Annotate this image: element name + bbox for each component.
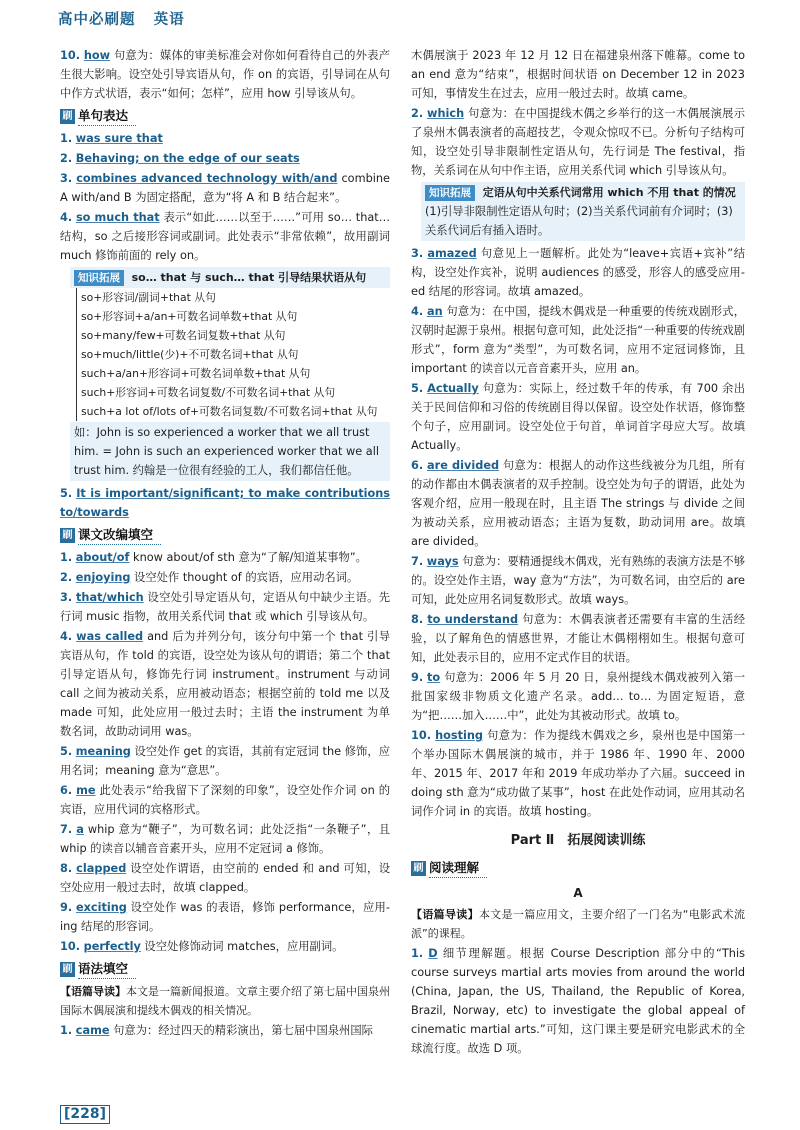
item-number: 3. [60, 172, 73, 185]
guide-text: 本文是一篇新闻报道。文章主要介绍了第七届中国泉州国际木偶展演和提线木偶戏的相关情况。 [60, 985, 390, 1017]
brush-icon: 刷 [60, 962, 75, 977]
explanation: 句意为：作为提线木偶戏之乡，泉州也是中国第一个举办国际木偶展演的城市，并于 1986 年、1990 年、2000 年、2015 年、2017 年和 2019 年成功举办了六届。succeed in doing sth 意为“成功做了某事”，host 在此处作动词，应用其动名词作介词 in 的宾语。故填 hosting。 [411, 729, 746, 818]
guide-label: 【语篇导读】 [411, 908, 479, 921]
explanation: 设空处作谓语，由空前的 ended 和 and 可知，设空处应用一般过去时，故填 clapped。 [60, 862, 390, 894]
answer-key: so much that [75, 211, 160, 224]
answer-item [60, 484, 390, 522]
item-number: 7. [411, 555, 424, 568]
explanation: 设空处修饰动词 matches，应用副词。 [140, 940, 344, 953]
item-number: 2. [60, 152, 73, 165]
item-number: 2. [60, 571, 73, 584]
pattern-line: such+形容词+可数名词复数/不可数名词+that 从句 [81, 386, 336, 399]
answer-item [411, 302, 745, 378]
answer-item [60, 1021, 390, 1040]
explanation: 句意为：经过四天的精彩演出，第七届中国泉州国际 [109, 1024, 373, 1037]
item-number: 5. [60, 745, 73, 758]
brush-icon: 刷 [411, 861, 426, 876]
section-title: 课文改编填空 [78, 525, 161, 545]
answer-key: to [427, 671, 441, 684]
explanation: 句意见上一题解析。此处为“leave+宾语+宾补”结构，设空处作宾补，说明 audiences 的感受，形容人的感受应用-ed 结尾的形容词。故填 amazed。 [411, 247, 745, 298]
tip-box [421, 182, 745, 241]
tip-heading: so… that 与 such… that 引导结果状语从句 [131, 271, 367, 284]
pattern-line: such+a lot of/lots of+可数名词复数/不可数名词+that 从句 [81, 405, 378, 418]
answer-item [60, 208, 390, 265]
tip-body: (1)引导非限制性定语从句时；(2)当关系代词前有介词时；(3)关系代词后有插入语时。 [425, 205, 733, 237]
answer-item [60, 742, 390, 780]
answer-item [411, 379, 745, 455]
answer-key: are divided [427, 459, 500, 472]
answer-key: to understand [427, 613, 519, 626]
tip-box [70, 267, 390, 288]
explanation: 句意为：木偶表演者还需要有丰富的生活经验，以了解角色的情感世界，才能让木偶栩栩如生。根据句意可知，此处表示目的，应用不定式作目的状语。 [411, 613, 746, 664]
item-number: 1. [60, 132, 73, 145]
answer-key: clapped [76, 862, 127, 875]
item-number: 3. [411, 247, 424, 260]
answer-key: amazed [427, 247, 477, 260]
item-number: 9. [60, 901, 73, 914]
passage-letter: A [573, 886, 583, 900]
answer-key: was called [76, 630, 144, 643]
answer-key: exciting [75, 901, 127, 914]
item-number: 6. [60, 784, 73, 797]
answer-item [411, 726, 745, 821]
item-number: 5. [60, 487, 73, 500]
book-title: 高中必刷题 [58, 12, 136, 28]
answer-item [411, 610, 745, 667]
answer-key: how [83, 49, 111, 62]
explanation: 设空处引导定语从句，定语从句中缺少主语。先行词 music 指物，故用关系代词 that 或 which 引导该从句。 [60, 591, 391, 623]
section-header-single-sentence [60, 106, 390, 126]
answer-item [60, 149, 390, 168]
answer-key: perfectly [83, 940, 141, 953]
answer-key: which [427, 107, 465, 120]
pattern-line: so+much/little(少)+不可数名词+that 从句 [81, 348, 299, 361]
answer-item [411, 244, 745, 301]
explanation: 设空处作 thought of 的宾语，应用动名词。 [130, 571, 359, 584]
tip-heading: 定语从句中关系代词常用 which 不用 that 的情况 [482, 186, 736, 199]
section-title: 语法填空 [78, 959, 136, 979]
answer-item [60, 781, 390, 819]
tip-tag: 知识拓展 [425, 185, 475, 201]
answer-item [60, 46, 390, 103]
knowledge-tip [70, 267, 390, 481]
answer-key: hosting [435, 729, 483, 742]
answer-item [60, 627, 390, 741]
item-number: 2. [411, 107, 424, 120]
guide-label: 【语篇导读】 [60, 985, 126, 998]
explanation: 句意为：2006 年 5 月 20 日，泉州提线木偶戏被列入第一批国家级非物质文化遗产名录。add… to… 为固定短语，意为“把……加入……中”，此处为其被动形式。故填 to。 [411, 671, 745, 722]
item-number: 3. [60, 591, 73, 604]
passage-guide [60, 982, 390, 1020]
section-title: 阅读理解 [429, 858, 487, 878]
explanation: 表示“如此……以至于……”可用 so… that…结构，so 之后接形容词或副词。此处表示“非常依赖”，故用副词 much 修饰前面的 rely on。 [60, 211, 391, 262]
item-number: 8. [60, 862, 73, 875]
knowledge-tip [421, 182, 745, 241]
explanation: 句意为：根据人的动作这些线被分为几组，所有的动作都由木偶表演者的双手控制。设空处为句子的谓语，此处为客观介绍，应用一般现在时，且主语 The strings 与 divide 之间为被动关系，应用被动语态；主语为复数，助动词用 are。故填 are divided。 [411, 459, 745, 548]
section-header-text-adaptation [60, 525, 390, 545]
answer-item [60, 859, 390, 897]
tip-tag: 知识拓展 [74, 270, 124, 286]
item-number: 10. [411, 729, 432, 742]
answer-key: D [428, 947, 438, 960]
item-number: 7. [60, 823, 73, 836]
item-number: 5. [411, 382, 424, 395]
subject-title: 英语 [153, 12, 185, 28]
brush-icon: 刷 [60, 109, 75, 124]
explanation: 句意为：要精通提线木偶戏，光有熟练的表演方法是不够的。设空处作主语，way 意为“方法”，为可数名词，由空后的 are 可知，此处应用名词复数形式。故填 ways。 [411, 555, 745, 606]
item-number: 1. [60, 1024, 73, 1037]
answer-key: came [75, 1024, 110, 1037]
explanation: 句意为：实际上，经过数千年的传承，有 700 余出关于民间信仰和习俗的传统剧目得以保留。设空处作状语，修饰整个句子，应用副词。设空处位于句首，单词首字母应大写。故填 Actually。 [411, 382, 746, 452]
so-pattern-list [76, 288, 390, 364]
answer-key: Actually [427, 382, 479, 395]
answer-key: It is important/significant; to make contributions to/towards [60, 487, 390, 519]
section-title: 单句表达 [78, 106, 136, 126]
left-column [60, 46, 390, 1041]
answer-key: combines advanced technology with/and [76, 172, 338, 185]
explanation: 设空处作 was 的表语，修饰 performance，应用-ing 结尾的形容词。 [60, 901, 391, 933]
explanation: whip 意为“鞭子”，为可数名词；此处泛指“一条鞭子”，且 whip 的读音以辅音音素开头，应用不定冠词 a 修饰。 [60, 823, 390, 855]
answer-key: enjoying [75, 571, 131, 584]
item-number: 6. [411, 459, 424, 472]
item-number: 9. [411, 671, 424, 684]
section-header-reading [411, 858, 745, 878]
item-number: 10. [60, 49, 81, 62]
item-number: 8. [411, 613, 424, 626]
answer-key: a [76, 823, 84, 836]
answer-item [60, 937, 390, 956]
explanation: 句意为：在中国，提线木偶戏是一种重要的传统戏剧形式，汉朝时起源于泉州。根据句意可知，此处泛指“一种重要的传统戏剧形式”，form 意为“类型”，为可数名词，应用不定冠词修饰，且 important 的读音以元音音素开头，应用 an。 [411, 305, 746, 375]
answer-item [60, 820, 390, 858]
answer-item [60, 898, 390, 936]
answer-item [411, 456, 745, 551]
explanation: and 后为并列分句，该分句中第一个 that 引导宾语从句，作 told 的宾语，设空处为该从句的谓语；第二个 that 引导定语从句，修饰先行词 instrument。instrument 与动词 call 之间为被动关系，应用被动语态；根据空前的 told me 以及 made 可知，此处应用一般过去时；主语 the instrument 为单数名词，故助动词用 was。 [60, 630, 391, 738]
answer-item [60, 129, 390, 148]
answer-key: an [426, 305, 443, 318]
item-number: 4. [60, 211, 73, 224]
part-heading: Part Ⅱ 拓展阅读训练 [510, 833, 646, 848]
answer-item [411, 944, 745, 1058]
answer-key: about/of [75, 551, 130, 564]
answer-key: meaning [75, 745, 131, 758]
explanation: combine A with/and B 为固定搭配，意为“将 A 和 B 结合起来”。 [60, 172, 390, 204]
explanation: 细节理解题。根据 Course Description 部分中的“This course surveys martial arts movies from around the world (China, Japan, the US, Thailand, the Republic of Korea, Brazil, Norway, etc) to investigate the global appeal of cinematic martial arts.”可知，这门课主要是研究电影武术的全球流行度。故选 D 项。 [411, 947, 745, 1055]
explanation: 此处表示“给我留下了深刻的印象”，设空处作介词 on 的宾语，应用代词的宾格形式。 [60, 784, 390, 816]
pattern-line: so+形容词+a/an+可数名词单数+that 从句 [81, 310, 298, 323]
passage-guide [411, 905, 745, 943]
answer-item [60, 588, 390, 626]
explanation: know about/of sth 意为“了解/知道某事物”。 [129, 551, 367, 564]
brush-icon: 刷 [60, 528, 75, 543]
page-header [58, 11, 185, 30]
explanation: 句意为：在中国提线木偶之乡举行的这一木偶展演展示了泉州木偶表演者的高超技艺，令观众惊叹不已。分析句子结构可知，设空处引导非限制性定语从句，先行词是 The festival，指物，关系词在从句中作主语，应用关系代词 which 引导该从句。 [411, 107, 746, 177]
explanation-continued: 木偶展演于 2023 年 12 月 12 日在福建泉州落下帷幕。come to an end 意为“结束”，根据时间状语 on December 12 in 2023 可知，事情发生在过去，应用一般过去时。故填 came。 [411, 49, 745, 100]
answer-item [60, 568, 390, 587]
answer-item [411, 104, 745, 180]
item-number: 1. [60, 551, 73, 564]
answer-key: was sure that [75, 132, 163, 145]
guide-text: 本文是一篇应用文，主要介绍了一门名为“电影武术流派”的课程。 [411, 908, 746, 940]
answer-key: that/which [76, 591, 144, 604]
item-number: 10. [60, 940, 81, 953]
pattern-line: so+many/few+可数名词复数+that 从句 [81, 329, 286, 342]
such-pattern-list [76, 364, 390, 421]
item-number: 4. [411, 305, 424, 318]
answer-item [411, 668, 745, 725]
answer-key: ways [426, 555, 459, 568]
answer-key: Behaving; on the edge of our seats [75, 152, 300, 165]
pattern-line: such+a/an+形容词+可数名词单数+that 从句 [81, 367, 311, 380]
answer-item [60, 169, 390, 207]
tip-example: 如：John is so experienced a worker that we all trust him. = John is such an experienced worker that we all trust him. 约翰是一位很有经验的工人，我们都信任他。 [70, 422, 390, 481]
page-number: [228] [60, 1105, 110, 1124]
answer-key: me [76, 784, 96, 797]
pattern-line: so+形容词/副词+that 从句 [81, 291, 216, 304]
answer-item [411, 552, 745, 609]
item-number: 4. [60, 630, 73, 643]
item-number: 1. [411, 947, 424, 960]
section-header-grammar-fill [60, 959, 390, 979]
explanation: 句意为：媒体的审美标准会对你如何看待自己的外表产生很大影响。设空处引导宾语从句，作 on 的宾语，引导词在从句中作方式状语，表示“如何；怎样”，应用 how 引导该从句。 [60, 49, 391, 100]
explanation: 设空处作 get 的宾语，其前有定冠词 the 修饰，应用名词；meaning 意为“意思”。 [60, 745, 390, 777]
right-column [411, 46, 745, 1059]
answer-item [60, 548, 390, 567]
